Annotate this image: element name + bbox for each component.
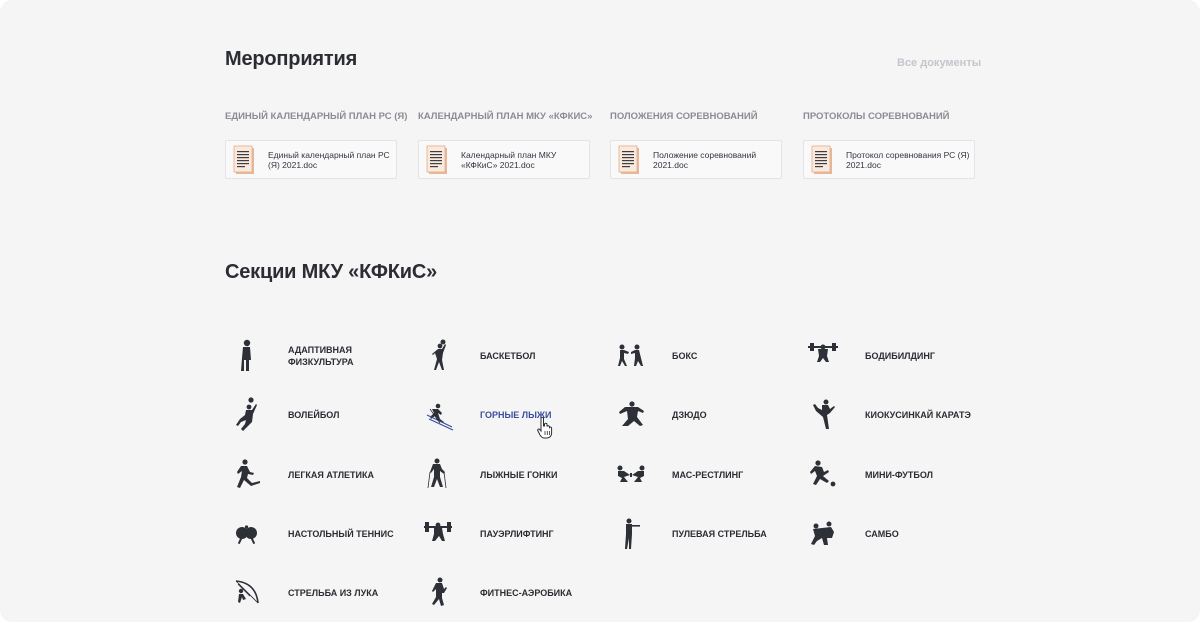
athletics-icon: [226, 455, 266, 495]
section-item-alpine-skiing[interactable]: [418, 395, 598, 435]
category-title: ПРОТОКОЛЫ СОРЕВНОВАНИЙ: [803, 111, 950, 122]
shooting-icon: [610, 514, 650, 554]
table-tennis-icon: [226, 514, 266, 554]
section-label: БАСКЕТБОЛ: [480, 351, 536, 361]
sections-heading: Секции МКУ «КФКиС»: [225, 261, 437, 283]
section-item-shooting[interactable]: [610, 514, 790, 554]
section-label: САМБО: [865, 529, 899, 539]
section-item-cross-country-skiing[interactable]: [418, 455, 598, 495]
futsal-icon: [803, 455, 843, 495]
cross-country-skiing-icon: [418, 455, 458, 495]
karate-icon: [803, 395, 843, 435]
fitness-aerobics-icon: [418, 573, 458, 613]
volleyball-icon: [226, 395, 266, 435]
section-item-boxing[interactable]: [610, 336, 790, 376]
judo-icon: [610, 395, 650, 435]
section-label: ЛЫЖНЫЕ ГОНКИ: [480, 470, 558, 480]
document-card[interactable]: [610, 140, 782, 179]
section-label: МАС-РЕСТЛИНГ: [672, 470, 744, 480]
section-item-sambo[interactable]: [803, 514, 983, 554]
section-label: ВОЛЕЙБОЛ: [288, 410, 340, 420]
category-title: ПОЛОЖЕНИЯ СОРЕВНОВАНИЙ: [610, 111, 758, 122]
section-label: АДАПТИВНАЯ ФИЗКУЛЬТУРА: [288, 345, 354, 367]
section-item-mas-wrestling[interactable]: [610, 455, 790, 495]
section-label: ПУЛЕВАЯ СТРЕЛЬБА: [672, 529, 767, 539]
basketball-icon: [418, 336, 458, 376]
section-label: ФИТНЕС-АЭРОБИКА: [480, 588, 573, 598]
section-item-karate[interactable]: [803, 395, 983, 435]
adaptive-pe-icon: [226, 336, 266, 376]
sambo-icon: [803, 514, 843, 554]
events-heading: Мероприятия: [225, 48, 358, 70]
section-item-powerlifting[interactable]: [418, 514, 598, 554]
section-label: КИОКУСИНКАЙ КАРАТЭ: [865, 410, 971, 420]
document-icon: [233, 145, 255, 175]
section-item-fitness-aerobics[interactable]: [418, 573, 598, 613]
alpine-skiing-icon: [418, 395, 458, 435]
section-label: МИНИ-ФУТБОЛ: [865, 470, 933, 480]
section-label: ЛЕГКАЯ АТЛЕТИКА: [288, 470, 374, 480]
document-name: Календарный план МКУ «КФКиС» 2021.doc: [461, 150, 557, 170]
category-title: КАЛЕНДАРНЫЙ ПЛАН МКУ «КФКИС»: [418, 111, 593, 122]
document-card[interactable]: [803, 140, 975, 179]
section-label: БОКС: [672, 351, 698, 361]
document-card[interactable]: [225, 140, 397, 179]
boxing-icon: [610, 336, 650, 376]
mas-wrestling-icon: [610, 455, 650, 495]
section-item-adaptive-pe[interactable]: [226, 336, 406, 376]
document-name: Протокол соревнования РС (Я) 2021.doc: [846, 150, 970, 170]
section-item-basketball[interactable]: [418, 336, 598, 376]
section-label: НАСТОЛЬНЫЙ ТЕННИС: [288, 529, 394, 539]
section-item-bodybuilding[interactable]: [803, 336, 983, 376]
section-item-archery[interactable]: [226, 573, 406, 613]
section-label: БОДИБИЛДИНГ: [865, 351, 935, 361]
document-icon: [618, 145, 640, 175]
bodybuilding-icon: [803, 336, 843, 376]
section-item-athletics[interactable]: [226, 455, 406, 495]
hand-cursor-icon: [537, 417, 553, 439]
archery-icon: [226, 573, 266, 613]
all-documents-link[interactable]: Все документы: [897, 57, 982, 69]
section-item-table-tennis[interactable]: [226, 514, 406, 554]
document-name: Единый календарный план РС (Я) 2021.doc: [268, 150, 390, 170]
powerlifting-icon: [418, 514, 458, 554]
document-icon: [426, 145, 448, 175]
category-title: ЕДИНЫЙ КАЛЕНДАРНЫЙ ПЛАН РС (Я): [225, 111, 408, 122]
section-label: ДЗЮДО: [672, 410, 707, 420]
document-name: Положение соревнований 2021.doc: [653, 150, 757, 170]
section-label: ПАУЭРЛИФТИНГ: [480, 529, 554, 539]
section-item-futsal[interactable]: [803, 455, 983, 495]
section-label: ГОРНЫЕ ЛЫЖИ: [480, 410, 552, 420]
document-card[interactable]: [418, 140, 590, 179]
section-item-volleyball[interactable]: [226, 395, 406, 435]
document-icon: [811, 145, 833, 175]
section-item-judo[interactable]: [610, 395, 790, 435]
section-label: СТРЕЛЬБА ИЗ ЛУКА: [288, 588, 379, 598]
